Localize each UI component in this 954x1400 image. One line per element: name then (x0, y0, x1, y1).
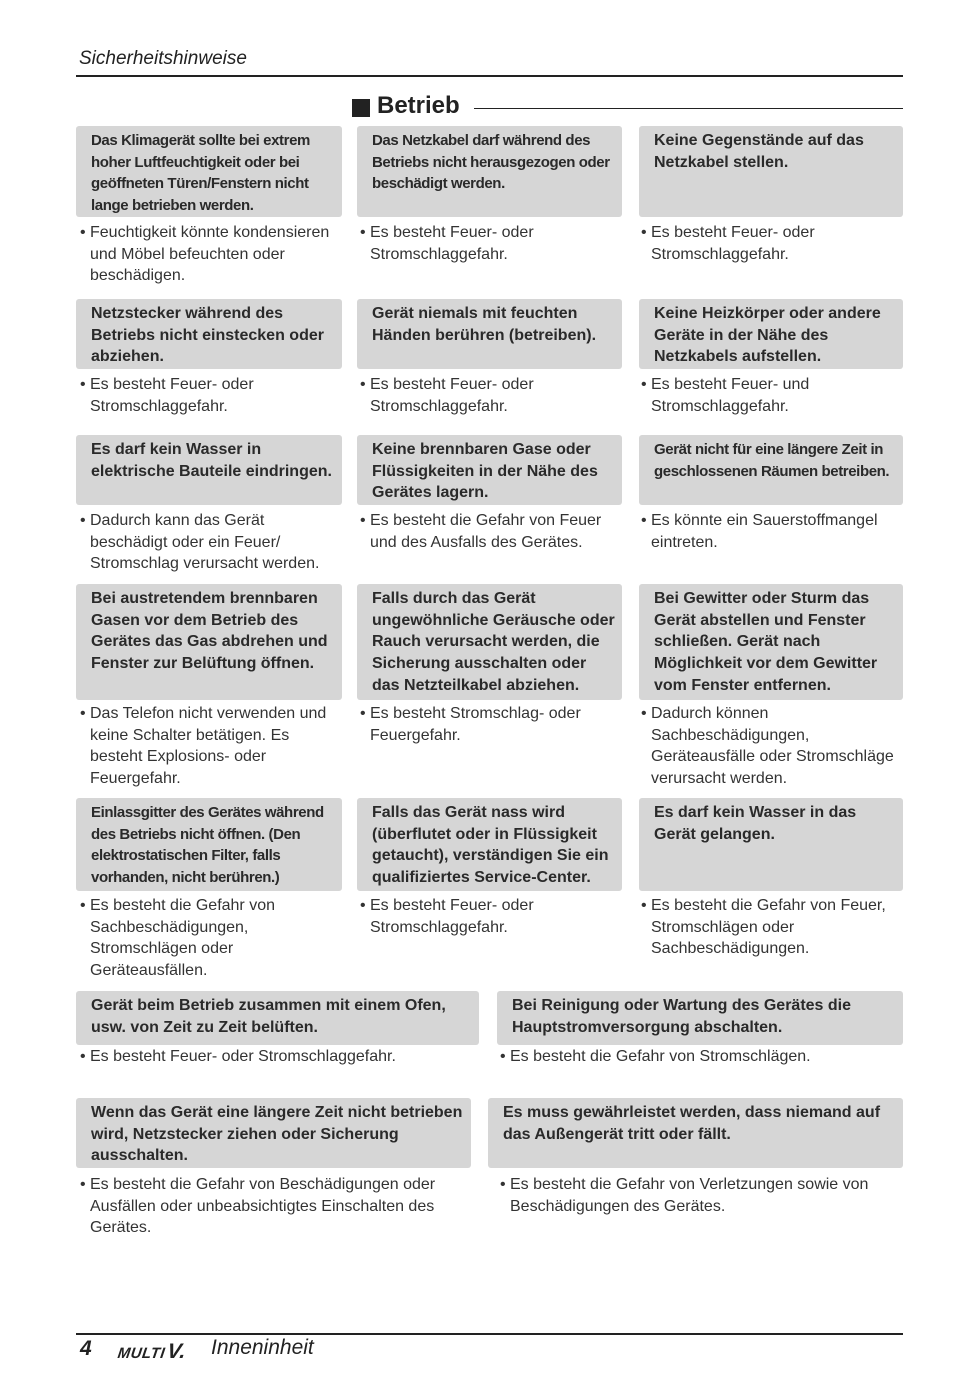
consequence-note: • Feuchtigkeit könnte kondensieren und Möbel befeuchten oder beschädigen. (80, 224, 330, 285)
warning-box: Es darf kein Wasser in das Gerät gelangen. (639, 798, 903, 891)
consequence-note: • Es könnte ein Sauerstoffmangel eintreten. (641, 512, 878, 551)
consequence-note: • Es besteht Feuer- und Stromschlaggefahr. (641, 376, 810, 415)
consequence-note: • Es besteht Feuer- oder Stromschlaggefahr. (360, 376, 534, 415)
brand-logo (116, 1340, 188, 1364)
section-title: Betrieb (377, 92, 460, 119)
warning-box: Keine Gegenstände auf das Netzkabel stellen. (639, 126, 903, 217)
warning-box: Es darf kein Wasser in elektrische Bauteile eindringen. (76, 435, 342, 505)
warning-box: Netzstecker während des Betriebs nicht einstecken oder abziehen. (76, 299, 342, 369)
brand-text: MULTI (116, 1345, 167, 1362)
section-divider (474, 108, 903, 109)
consequence-note: • Es besteht die Gefahr von Feuer und des Ausfalls des Gerätes. (360, 512, 602, 551)
warning-box: Keine Heizkörper oder andere Geräte in der Nähe des Netzkabels aufstellen. (639, 299, 903, 369)
consequence-note: • Dadurch können Sachbeschädigungen, Geräteausfälle oder Stromschläge verursacht werden. (641, 705, 894, 788)
consequence-note: • Es besteht Feuer- oder Stromschlaggefahr. (80, 1048, 396, 1065)
warning-box: Falls durch das Gerät ungewöhnliche Geräusche oder Rauch verursacht werden, die Sicherung ausschalten oder das Netzteilkabel abziehen. (357, 584, 622, 700)
consequence-note: • Es besteht die Gefahr von Stromschlägen. (500, 1048, 811, 1065)
warning-box: Bei Gewitter oder Sturm das Gerät abstellen und Fenster schließen. Gerät nach Möglichkeit vor dem Gewitter vom Fenster entfernen. (639, 584, 903, 700)
footer-label: Inneninheit (211, 1336, 314, 1359)
warning-box: Gerät beim Betrieb zusammen mit einem Ofen, usw. von Zeit zu Zeit belüften. (76, 991, 479, 1045)
warning-box: Das Klimagerät sollte bei extrem hoher Luftfeuchtigkeit oder bei geöffneten Türen/Fenstern nicht lange betrieben werden. (76, 126, 342, 217)
consequence-note: • Es besteht Feuer- oder Stromschlaggefahr. (80, 376, 254, 415)
header-title: Sicherheitshinweise (79, 48, 247, 69)
consequence-note: • Dadurch kann das Gerät beschädigt oder ein Feuer/ Stromschlag verursacht werden. (80, 512, 320, 573)
section-heading (352, 92, 903, 122)
warning-box: Einlassgitter des Gerätes während des Betriebs nicht öffnen. (Den elektrostatischen Filter, falls vorhanden, nicht berühren.) (76, 798, 342, 891)
consequence-note: • Es besteht die Gefahr von Feuer, Stromschlägen oder Sachbeschädigungen. (641, 897, 886, 958)
page-number: 4 (80, 1337, 92, 1360)
warning-box: Bei Reinigung oder Wartung des Gerätes die Hauptstromversorgung abschalten. (497, 991, 903, 1045)
warning-box: Es muss gewährleistet werden, dass niemand auf das Außengerät tritt oder fällt. (488, 1098, 903, 1168)
consequence-note: • Es besteht die Gefahr von Verletzungen sowie von Beschädigungen des Gerätes. (500, 1176, 869, 1215)
consequence-note: • Es besteht die Gefahr von Beschädigungen oder Ausfällen oder unbeabsichtigtes Einschalten des Gerätes. (80, 1176, 436, 1237)
consequence-note: • Es besteht Feuer- oder Stromschlaggefahr. (641, 224, 815, 263)
consequence-note: • Es besteht Stromschlag- oder Feuergefahr. (360, 705, 581, 744)
header-divider (76, 75, 903, 77)
consequence-note: • Es besteht Feuer- oder Stromschlaggefahr. (360, 897, 534, 936)
consequence-note: • Es besteht die Gefahr von Sachbeschädigungen, Stromschlägen oder Geräteausfällen. (80, 897, 275, 980)
warning-box: Wenn das Gerät eine längere Zeit nicht betrieben wird, Netzstecker ziehen oder Sicherung ausschalten. (76, 1098, 471, 1168)
section-square-icon (352, 99, 370, 117)
warning-box: Bei austretendem brennbaren Gasen vor dem Betrieb des Gerätes das Gas abdrehen und Fenster zur Belüftung öffnen. (76, 584, 342, 700)
warning-box: Keine brennbaren Gase oder Flüssigkeiten in der Nähe des Gerätes lagern. (357, 435, 622, 505)
consequence-note: • Das Telefon nicht verwenden und keine Schalter betätigen. Es besteht Explosions- oder Feuergefahr. (80, 705, 327, 788)
brand-letter: V. (165, 1340, 188, 1363)
warning-box: Gerät niemals mit feuchten Händen berühren (betreiben). (357, 299, 622, 369)
warning-box: Gerät nicht für eine längere Zeit in geschlossenen Räumen betreiben. (639, 435, 903, 505)
footer-divider (76, 1333, 903, 1335)
consequence-note: • Es besteht Feuer- oder Stromschlaggefahr. (360, 224, 534, 263)
warning-box: Das Netzkabel darf während des Betriebs nicht herausgezogen oder beschädigt werden. (357, 126, 622, 217)
warning-box: Falls das Gerät nass wird (überflutet oder in Flüssigkeit getaucht), verständigen Sie ein qualifiziertes Service-Center. (357, 798, 622, 891)
